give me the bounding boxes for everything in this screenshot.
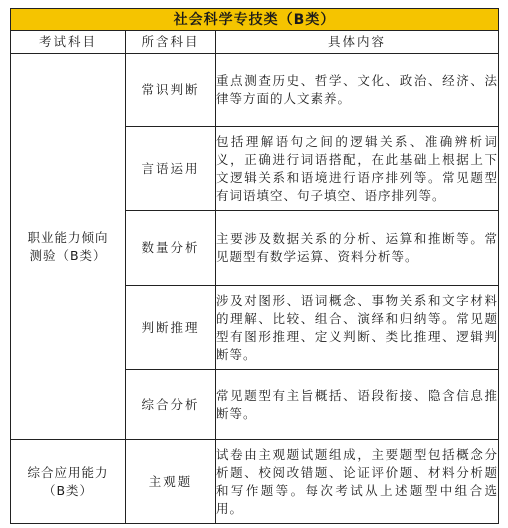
exam-name-line2: （B类）: [42, 482, 94, 498]
subject-cell: 主观题: [126, 440, 216, 524]
exam-name-line1: 职业能力倾向: [27, 229, 109, 245]
exam-name-line2: 测验（B类）: [29, 247, 107, 263]
content-cell: 包括理解语句之间的逻辑关系、准确辨析词义，正确进行词语搭配，在此基础上根据上下文逻辑关系和语境进行语序排列等。常见题型有词语填空、句子填空、语序排列等。: [216, 127, 499, 211]
subject-cell: 判断推理: [126, 286, 216, 370]
subject-cell: 常识判断: [126, 54, 216, 127]
content-cell: 试卷由主观题试题组成，主要题型包括概念分析题、校阅改错题、论证评价题、材料分析题和写作题等。每次考试从上述题型中组合选用。: [216, 440, 499, 524]
table-row: [11, 54, 499, 127]
header-content: 具体内容: [216, 31, 499, 54]
content-cell: 涉及对图形、语词概念、事物关系和文字材料的理解、比较、组合、演绎和归纳等。常见题型有图形推理、定义判断、类比推理、逻辑判断等。: [216, 286, 499, 370]
table-row: [11, 440, 499, 524]
subject-cell: 综合分析: [126, 370, 216, 440]
table-title: 社会科学专技类（B类）: [11, 9, 499, 31]
content-cell: 常见题型有主旨概括、语段衔接、隐含信息推断等。: [216, 370, 499, 440]
content-cell: 重点测查历史、哲学、文化、政治、经济、法律等方面的人文素养。: [216, 54, 499, 127]
subject-cell: 言语运用: [126, 127, 216, 211]
header-row: [11, 31, 499, 54]
content-cell: 主要涉及数据关系的分析、运算和推断等。常见题型有数学运算、资料分析等。: [216, 211, 499, 286]
subject-cell: 数量分析: [126, 211, 216, 286]
exam-name: [11, 54, 126, 440]
header-exam: 考试科目: [11, 31, 126, 54]
exam-name-line1: 综合应用能力: [27, 464, 109, 480]
header-subject: 所含科目: [126, 31, 216, 54]
exam-table: [10, 8, 499, 524]
exam-name: [11, 440, 126, 524]
